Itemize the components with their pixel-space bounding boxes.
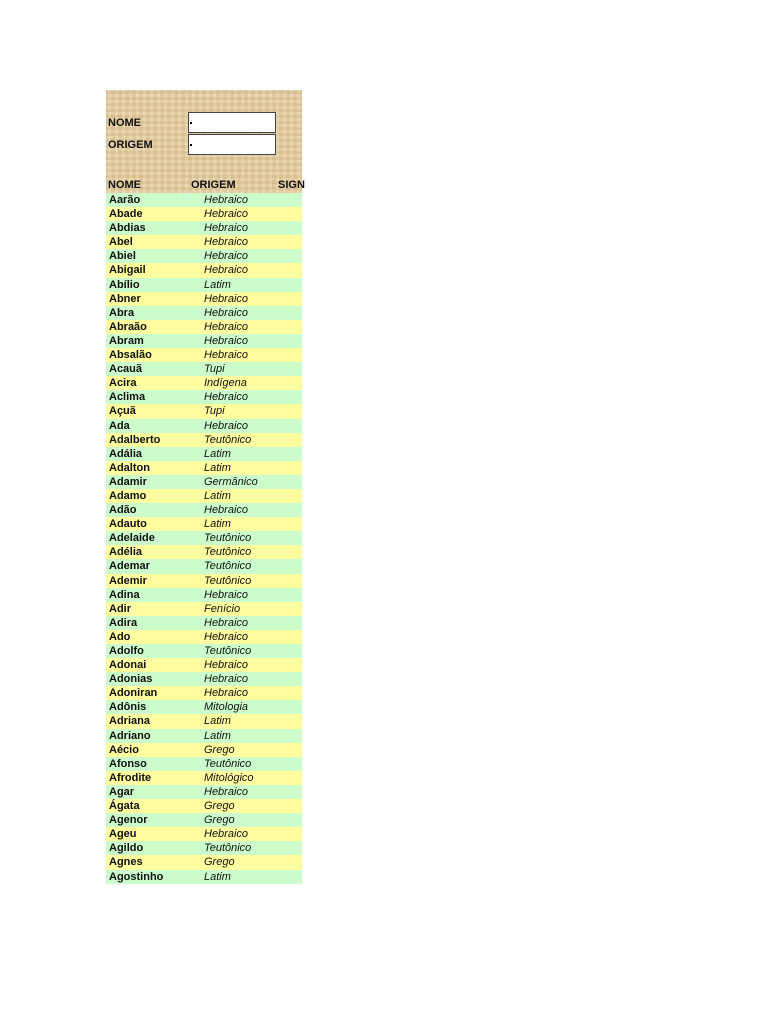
table-row[interactable] — [106, 743, 302, 757]
origin-cell: Hebraico — [204, 236, 249, 249]
table-row[interactable] — [106, 714, 302, 728]
table-row[interactable] — [106, 362, 302, 376]
table-row[interactable] — [106, 489, 302, 503]
origin-cell: Hebraico — [204, 588, 249, 601]
nome-label: NOME — [108, 117, 141, 129]
origin-cell: Hebraico — [204, 306, 249, 319]
origin-cell: Mitológico — [204, 771, 254, 784]
origin-cell: Latim — [204, 715, 231, 728]
table-row[interactable] — [106, 475, 302, 489]
name-cell: Abel — [109, 236, 133, 249]
origin-cell: Latim — [204, 729, 231, 742]
table-row[interactable] — [106, 827, 302, 841]
origin-cell: Hebraico — [204, 785, 249, 798]
name-cell: Açuã — [109, 405, 136, 418]
name-cell: Absalão — [109, 349, 152, 362]
table-row[interactable] — [106, 419, 302, 433]
name-cell: Agar — [109, 785, 135, 798]
origin-cell: Latim — [204, 461, 231, 474]
origin-cell: Teutônico — [204, 560, 252, 573]
name-cell: Abdias — [109, 222, 146, 235]
table-row[interactable] — [106, 404, 302, 418]
origem-input[interactable] — [188, 134, 276, 155]
name-cell: Acauã — [109, 363, 143, 376]
name-cell: Abiel — [109, 250, 136, 263]
origin-cell: Hebraico — [204, 828, 249, 841]
table-row[interactable] — [106, 531, 302, 545]
origin-cell: Hebraico — [204, 194, 249, 206]
origin-cell: Hebraico — [204, 659, 249, 672]
name-cell: Ademir — [109, 574, 147, 587]
origin-cell: Tupi — [204, 363, 225, 376]
origin-cell: Teutônico — [204, 574, 252, 587]
origin-cell: Hebraico — [204, 616, 249, 629]
name-cell: Afrodite — [109, 771, 152, 784]
name-cell: Adoniran — [109, 687, 158, 700]
name-cell: Ágata — [109, 800, 140, 813]
origin-cell: Hebraico — [204, 320, 249, 333]
table-row[interactable] — [106, 771, 302, 785]
origin-cell: Latim — [204, 518, 231, 531]
name-cell: Abra — [109, 306, 135, 319]
nome-input[interactable] — [188, 112, 276, 133]
origin-cell: Hebraico — [204, 334, 249, 347]
origin-cell: Grego — [204, 856, 235, 869]
table-row[interactable] — [106, 306, 302, 320]
table-row[interactable] — [106, 559, 302, 573]
origin-cell: Teutônico — [204, 645, 252, 657]
name-cell: Adônis — [109, 701, 147, 714]
table-row[interactable] — [106, 785, 302, 799]
name-cell: Abraão — [109, 320, 147, 333]
table-row[interactable] — [106, 348, 302, 362]
table-row[interactable] — [106, 292, 302, 306]
origin-cell: Latim — [204, 870, 231, 883]
origin-cell: Grego — [204, 814, 235, 827]
table-row[interactable] — [106, 630, 302, 644]
origin-cell: Latim — [204, 489, 231, 502]
name-cell: Adira — [109, 616, 138, 629]
column-header-nome: NOME — [108, 179, 141, 191]
table-row[interactable] — [106, 686, 302, 700]
table-row[interactable] — [106, 602, 302, 616]
name-cell: Abigail — [109, 264, 146, 277]
column-header-significado: SIGN — [278, 179, 305, 191]
name-cell: Agostinho — [109, 870, 164, 883]
table-row[interactable] — [106, 503, 302, 517]
table-row[interactable] — [106, 729, 302, 743]
table-row[interactable] — [106, 616, 302, 630]
table-row[interactable] — [106, 235, 302, 249]
table-row[interactable] — [106, 390, 302, 404]
name-cell: Adão — [109, 504, 137, 517]
table-row[interactable] — [106, 574, 302, 588]
name-cell: Agnes — [109, 856, 143, 869]
origin-cell: Hebraico — [204, 264, 249, 277]
table-row[interactable] — [106, 221, 302, 235]
origin-cell: Teutônico — [204, 433, 252, 446]
table-row[interactable] — [106, 644, 302, 658]
origin-cell: Hebraico — [204, 687, 249, 700]
table-row[interactable] — [106, 517, 302, 531]
table-row[interactable] — [106, 263, 302, 277]
name-cell: Ado — [109, 630, 131, 643]
name-cell: Abner — [109, 292, 141, 305]
origin-cell: Indígena — [204, 377, 247, 390]
name-cell: Afonso — [109, 757, 147, 770]
table-row[interactable] — [106, 813, 302, 827]
table-row[interactable] — [106, 672, 302, 686]
search-header-panel — [106, 90, 305, 193]
name-cell: Ademar — [109, 560, 150, 573]
name-cell: Aclima — [109, 391, 146, 404]
name-cell: Adonias — [109, 673, 153, 686]
name-cell: Adina — [109, 588, 140, 601]
table-row[interactable] — [106, 700, 302, 714]
origin-cell: Hebraico — [204, 419, 249, 432]
names-table — [106, 193, 302, 884]
name-cell: Adália — [109, 447, 143, 460]
table-row[interactable] — [106, 249, 302, 263]
origin-cell: Mitologia — [204, 701, 249, 714]
name-cell: Abram — [109, 334, 144, 347]
name-cell: Adélia — [109, 546, 143, 559]
name-cell: Aarão — [109, 194, 141, 206]
table-row[interactable] — [106, 588, 302, 602]
name-cell: Agenor — [109, 814, 148, 827]
origin-cell: Tupi — [204, 405, 225, 418]
origin-cell: Hebraico — [204, 504, 249, 517]
origin-cell: Teutônico — [204, 532, 252, 545]
origin-cell: Teutônico — [204, 546, 252, 559]
origin-cell: Germânico — [204, 475, 258, 488]
name-cell: Adamo — [109, 489, 147, 502]
origin-cell: Hebraico — [204, 630, 249, 643]
origin-cell: Teutônico — [204, 842, 252, 855]
name-cell: Ageu — [109, 828, 137, 841]
origin-cell: Hebraico — [204, 250, 249, 263]
table-row[interactable] — [106, 461, 302, 475]
name-cell: Adonai — [109, 659, 147, 672]
name-cell: Aécio — [109, 743, 139, 756]
table-row[interactable] — [106, 870, 302, 884]
name-cell: Adriano — [109, 729, 151, 742]
name-cell: Ada — [109, 419, 130, 432]
table-row[interactable] — [106, 757, 302, 771]
table-row[interactable] — [106, 545, 302, 559]
name-cell: Adalton — [109, 461, 150, 474]
name-cell: Adamir — [109, 475, 147, 488]
origem-label: ORIGEM — [108, 139, 153, 151]
origin-cell: Hebraico — [204, 208, 249, 221]
origin-cell: Grego — [204, 800, 235, 813]
table-row[interactable] — [106, 207, 302, 221]
table-row[interactable] — [106, 447, 302, 461]
origin-cell: Hebraico — [204, 673, 249, 686]
table-row[interactable] — [106, 376, 302, 390]
name-cell: Abade — [109, 208, 143, 221]
table-row[interactable] — [106, 433, 302, 447]
origin-cell: Hebraico — [204, 292, 249, 305]
name-cell: Agildo — [109, 842, 144, 855]
table-row[interactable] — [106, 278, 302, 292]
origin-cell: Hebraico — [204, 349, 249, 362]
origin-cell: Hebraico — [204, 391, 249, 404]
column-header-origem: ORIGEM — [191, 179, 236, 191]
name-cell: Adalberto — [109, 433, 161, 446]
name-cell: Abílio — [109, 278, 140, 291]
origin-cell: Fenício — [204, 602, 241, 615]
spreadsheet — [106, 90, 305, 888]
table-row[interactable] — [106, 855, 302, 869]
origin-cell: Hebraico — [204, 222, 249, 235]
name-cell: Adauto — [109, 518, 147, 531]
table-row[interactable] — [106, 799, 302, 813]
name-cell: Adelaide — [109, 532, 155, 545]
name-cell: Adriana — [109, 715, 150, 728]
name-cell: Adir — [109, 602, 131, 615]
origin-cell: Latim — [204, 447, 231, 460]
origin-cell: Latim — [204, 278, 231, 291]
origin-cell: Grego — [204, 743, 235, 756]
table-row[interactable] — [106, 320, 302, 334]
table-row[interactable] — [106, 334, 302, 348]
name-cell: Adolfo — [109, 645, 144, 657]
origin-cell: Teutônico — [204, 757, 252, 770]
name-cell: Acira — [109, 377, 137, 390]
table-row[interactable] — [106, 193, 302, 207]
table-row[interactable] — [106, 841, 302, 855]
table-row[interactable] — [106, 658, 302, 672]
